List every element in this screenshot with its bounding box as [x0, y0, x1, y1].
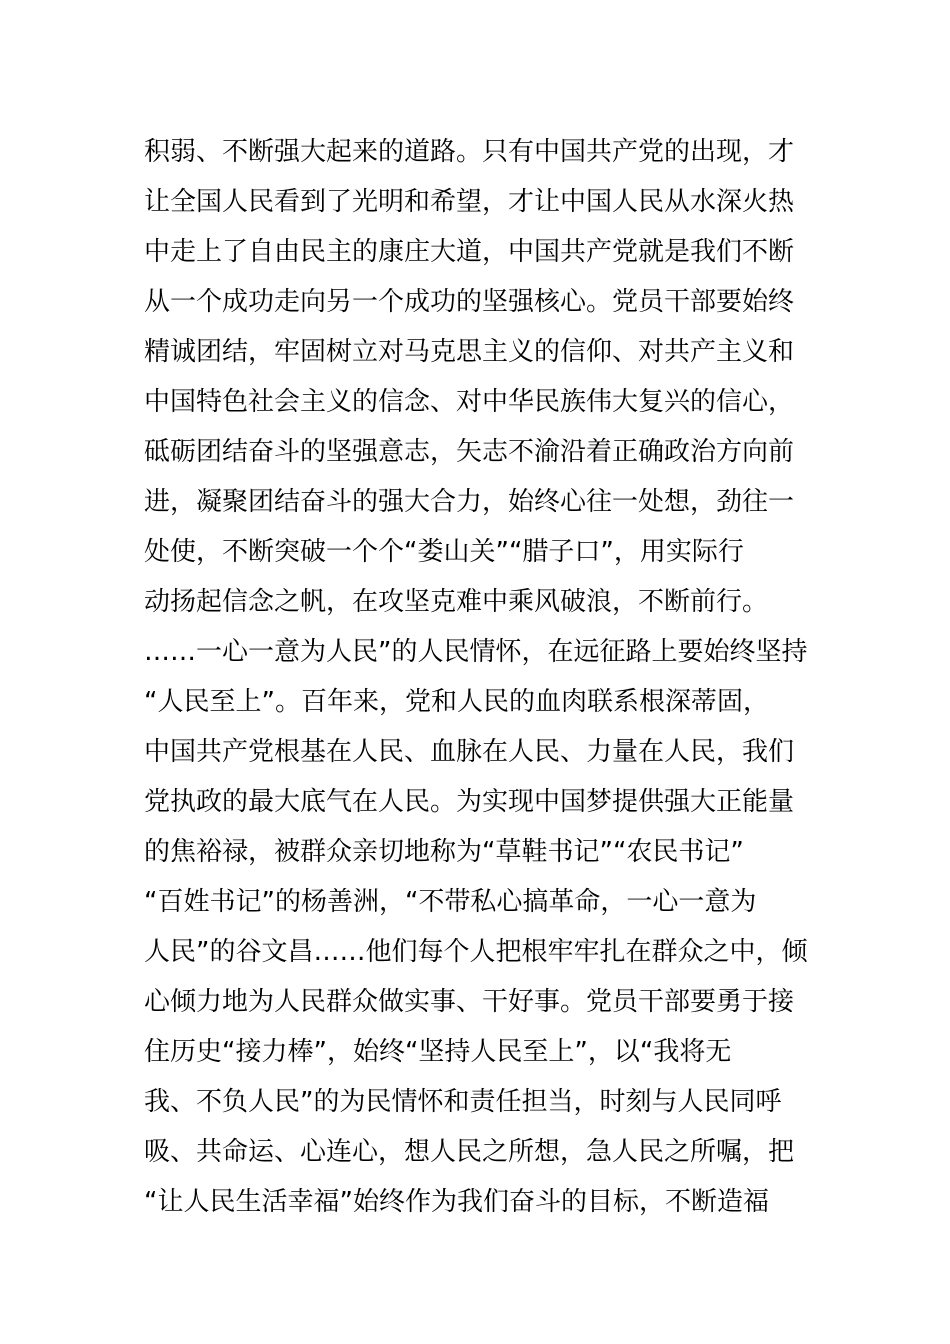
text-line: “人民至上”。百年来，党和人民的血肉联系根深蒂固， [144, 687, 769, 717]
text-line: 中走上了自由民主的康庄大道，中国共产党就是我们不断 [144, 237, 795, 267]
body-text [144, 127, 824, 1227]
text-line: 住历史“接力棒”，始终“坚持人民至上”，以“我将无 [144, 1037, 732, 1067]
text-line: 人民”的谷文昌……他们每个人把根牢牢扎在群众之中，倾 [144, 937, 808, 967]
text-line: 我、不负人民”的为民情怀和责任担当，时刻与人民同呼 [144, 1087, 782, 1117]
text-line: 积弱、不断强大起来的道路。只有中国共产党的出现，才 [144, 137, 795, 167]
text-line: 的焦裕禄，被群众亲切地称为“草鞋书记”“农民书记” [144, 837, 744, 867]
text-line: 砥砺团结奋斗的坚强意志，矢志不渝沿着正确政治方向前 [144, 437, 795, 467]
text-line: 中国共产党根基在人民、血脉在人民、力量在人民，我们 [144, 737, 795, 767]
text-line: 进，凝聚团结奋斗的强大合力，始终心往一处想，劲往一 [144, 487, 795, 517]
text-line: 处使，不断突破一个个“娄山关”“腊子口”，用实际行 [144, 537, 744, 567]
text-line: 动扬起信念之帆，在攻坚克难中乘风破浪，不断前行。 [144, 587, 769, 617]
text-line: 党执政的最大底气在人民。为实现中国梦提供强大正能量 [144, 787, 795, 817]
text-line: “百姓书记”的杨善洲，“不带私心搞革命，一心一意为 [144, 887, 757, 917]
text-line: 中国特色社会主义的信念、对中华民族伟大复兴的信心， [144, 387, 795, 417]
text-line: 从一个成功走向另一个成功的坚强核心。党员干部要始终 [144, 287, 795, 317]
text-line: ……一心一意为人民”的人民情怀，在远征路上要始终坚持 [144, 637, 808, 667]
text-line: 吸、共命运、心连心，想人民之所想，急人民之所嘱，把 [144, 1137, 795, 1167]
text-line: “让人民生活幸福”始终作为我们奋斗的目标，不断造福 [144, 1187, 769, 1217]
text-line: 让全国人民看到了光明和希望，才让中国人民从水深火热 [144, 187, 795, 217]
text-line: 精诚团结，牢固树立对马克思主义的信仰、对共产主义和 [144, 337, 795, 367]
text-line: 心倾力地为人民群众做实事、干好事。党员干部要勇于接 [144, 987, 795, 1017]
